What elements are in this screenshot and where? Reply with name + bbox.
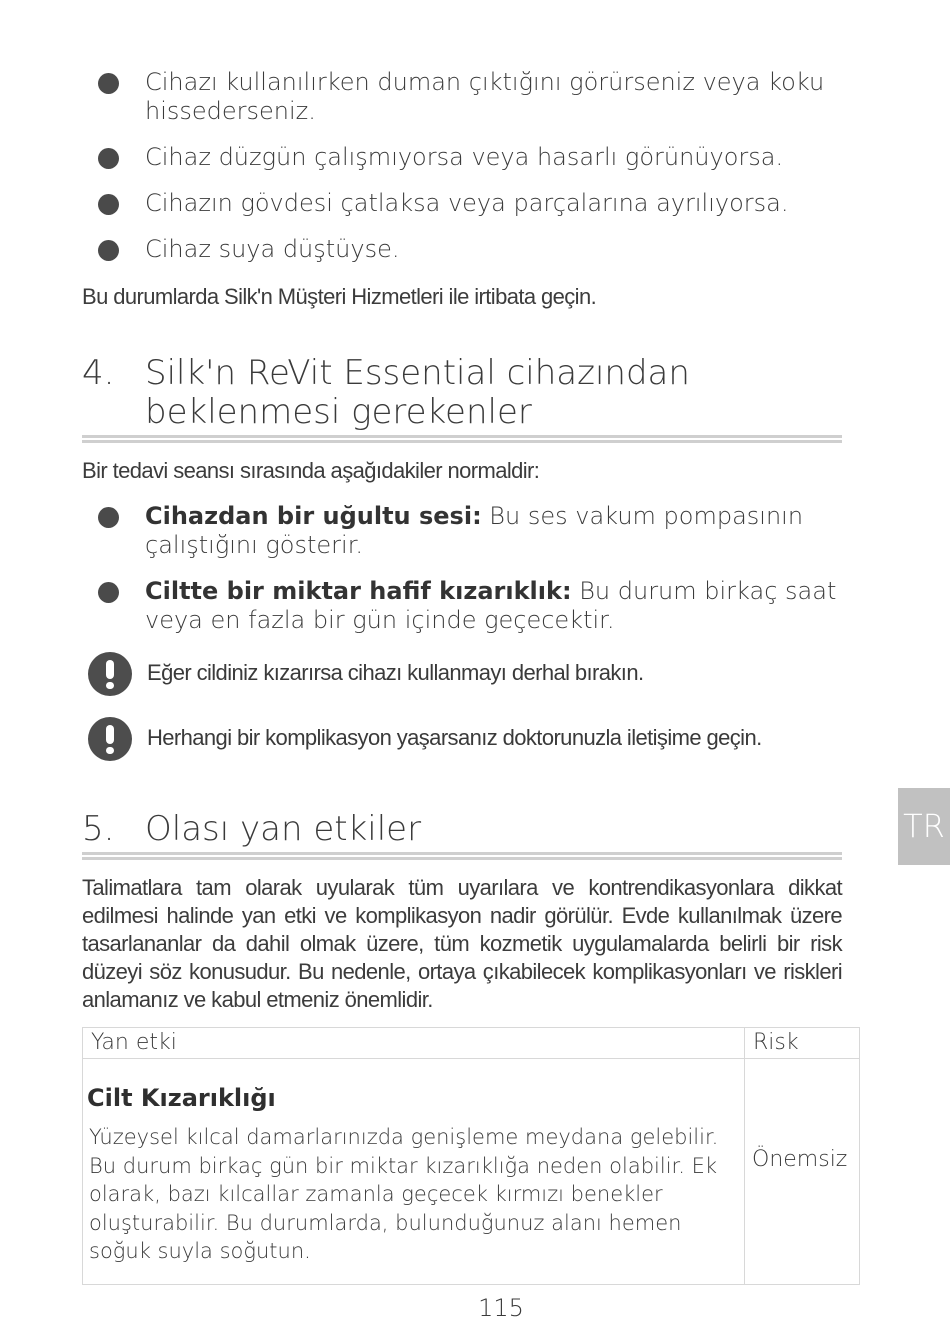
column-header: Risk [745,1028,860,1059]
bullet-icon [98,507,119,528]
section-title: Olası yan etkiler [145,809,422,849]
bullet-icon [98,73,119,94]
section-4-intro: Bir tedavi seansı sırasında aşağıdakiler normaldir: [82,458,540,483]
section-number: 5. [82,809,115,849]
list-item-text: Cihaz düzgün çalışmıyorsa veya hasarlı görünüyorsa. [145,143,784,171]
list-item-term: Ciltte bir miktar hafif kızarıklık: [145,577,572,605]
side-effects-paragraph: Talimatlara tam olarak uyularak tüm uyarılara ve kontrendikasyonlara dikkat edilmesi halinde yan etki ve komplikasyon nadir görülür. Evde kullanılmak üzere tasarlananlar da dahil olmak üzere, tüm kozmetik uygulamalarda belirli bir risk düzeyi söz konusudur. Bu nedenle, ortaya çıkabilecek komplikasyonları ve riskleri anlamanız ve kabul etmeniz önemlidir. [82,875,842,1012]
list-item [82,577,872,635]
section-5-heading [82,810,842,850]
risk-cell [745,1059,860,1285]
side-effects-table [82,1027,860,1285]
bullet-icon [98,194,119,215]
list-item [82,502,872,560]
risk-value: Önemsiz [752,1147,848,1172]
bullet-icon [98,582,119,603]
section-divider [82,852,842,860]
list-item [82,235,872,264]
contact-note: Bu durumlarda Silk'n Müşteri Hizmetleri ile irtibata geçin. [82,284,597,309]
list-item [82,143,872,172]
side-effect-cell [83,1059,745,1285]
list-item-text: Bu ses vakum pompasının çalıştığını gösterir. [145,502,804,559]
language-tab: TR [898,788,950,865]
list-item [82,68,872,126]
column-header: Yan etki [83,1028,745,1059]
warning-notice [88,717,848,761]
section-number: 4. [82,353,115,393]
bullet-icon [98,240,119,261]
section-title: Silk'n ReVit Essential cihazından beklenmesi gerekenler [145,353,690,432]
list-item-text: Bu durum birkaç saat veya en fazla bir gün içinde geçecektir. [145,577,837,634]
list-item-term: Cihazdan bir uğultu sesi: [145,502,482,530]
table-row [83,1059,860,1285]
bullet-icon [98,148,119,169]
table-header-row [83,1028,860,1059]
list-item-text: Cihaz suya düştüyse. [145,235,400,263]
section-divider [82,435,842,443]
page-number: 115 [478,1294,524,1322]
side-effect-title: Cilt Kızarıklığı [87,1084,276,1112]
exclamation-icon [88,717,132,761]
warning-notice [88,652,848,696]
section-4-heading [82,354,842,434]
exclamation-icon [88,652,132,696]
warning-bullet-list [82,68,872,264]
normal-effects-list [82,502,872,635]
side-effect-description: Yüzeysel kılcal damarlarınızda genişleme meydana gelebilir. Bu durum birkaç gün bir miktar kızarıklığa neden olabilir. Ek olarak, bazı kılcallar zamanla geçecek kırmızı benekler oluşturabilir. Bu durumlarda, bulunduğunuz alanı hemen soğuk suyla soğutun. [89,1125,719,1263]
list-item-text: Cihazın gövdesi çatlaksa veya parçalarına ayrılıyorsa. [145,189,789,217]
warning-text: Herhangi bir komplikasyon yaşarsanız doktorunuzla iletişime geçin. [147,725,762,750]
warning-text: Eğer cildiniz kızarırsa cihazı kullanmayı derhal bırakın. [147,660,644,685]
list-item-text: Cihazı kullanılırken duman çıktığını görürseniz veya koku hissederseniz. [145,68,825,125]
list-item [82,189,872,218]
